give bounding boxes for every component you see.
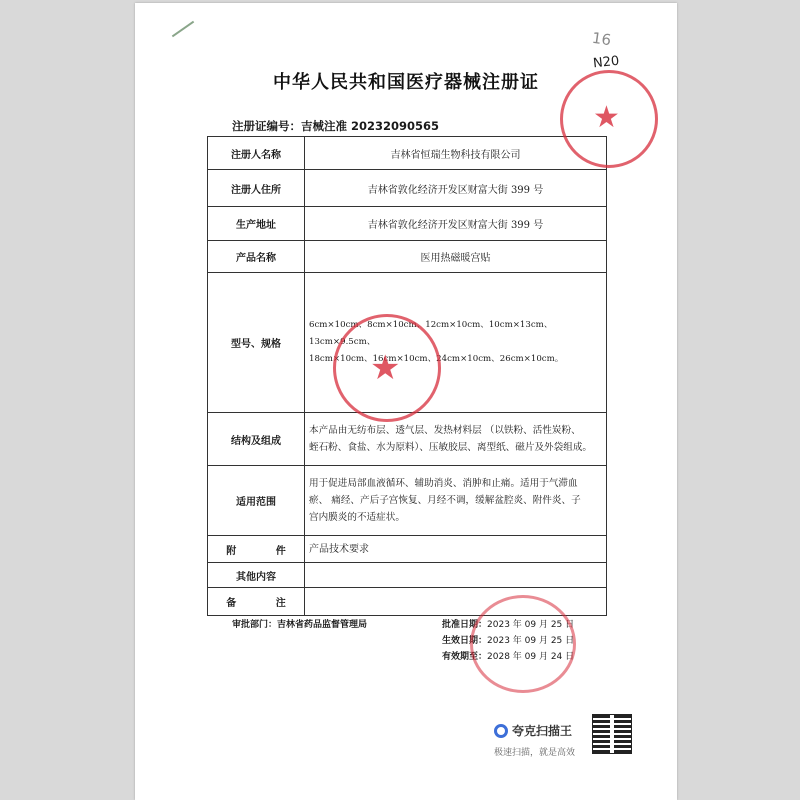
document-title: 中华人民共和国医疗器械注册证 [273, 72, 539, 93]
table-row [208, 588, 607, 616]
structure-line: 本产品由无纺布层、透气层、发热材料层 （以铁粉、活性炭粉、 [309, 425, 581, 436]
row-label: 生产地址 [208, 207, 305, 241]
other-content-value [305, 563, 607, 588]
table-row [208, 563, 607, 588]
table-row [208, 536, 607, 563]
effective-date-label: 生效日期： [442, 636, 488, 646]
qr-code-icon [592, 714, 632, 754]
row-label: 其他内容 [208, 563, 305, 588]
seal-star-icon: ★ [370, 348, 401, 388]
table-row [208, 466, 607, 536]
model-spec-line: 18cm×10cm、16cm×10cm、24cm×10cm、26cm×10cm。 [309, 354, 564, 364]
scanner-app-badge [494, 722, 572, 739]
table-row [208, 207, 607, 241]
scanner-app-name: 夸克扫描王 [512, 724, 573, 738]
registration-table [207, 136, 607, 616]
expiry-date [442, 649, 574, 662]
row-label [208, 536, 305, 563]
effective-date [442, 633, 574, 646]
approval-date-value: 2023 年 09 月 25 日 [487, 620, 575, 630]
intended-use-line: 瘀、 痛经、产后子宫恢复、月经不调，缓解盆腔炎、附件炎、子 [309, 495, 581, 506]
attachment-value: 产品技术要求 [305, 536, 607, 563]
model-spec-value [305, 273, 607, 413]
table-row [208, 241, 607, 273]
registrant-address-value: 吉林省敦化经济开发区财富大街 399 号 [305, 170, 607, 207]
registration-number-value: 吉械注准 20232090565 [301, 119, 440, 133]
model-spec-line: 6cm×10cm、8cm×10cm、12cm×10cm、10cm×13cm、13cm×9.5cm、 [309, 320, 553, 347]
registration-number [232, 118, 439, 134]
row-label: 产品名称 [208, 241, 305, 273]
product-name-value: 医用热磁暖宫贴 [305, 241, 607, 273]
page-number: 16 [590, 28, 613, 50]
expiry-date-label: 有效期至： [442, 652, 488, 662]
registration-number-label: 注册证编号： [232, 119, 301, 133]
approval-date [442, 617, 574, 630]
handwritten-mark: N20 [592, 53, 620, 72]
row-label: 型号、规格 [208, 273, 305, 413]
intended-use-line: 用于促进局部血液循环、辅助消炎、消肿和止痛。适用于气滞血 [309, 478, 578, 489]
scanner-app-slogan: 极速扫描，就是高效 [494, 748, 576, 758]
row-label: 适用范围 [208, 466, 305, 536]
intended-use-line: 宫内膜炎的不适症状。 [309, 512, 405, 523]
table-row [208, 170, 607, 207]
attachment-label: 附 件 [226, 545, 304, 557]
table-row [208, 137, 607, 170]
approval-date-label: 批准日期： [442, 620, 488, 630]
row-label: 注册人名称 [208, 137, 305, 170]
remarks-value [305, 588, 607, 616]
production-address-value: 吉林省敦化经济开发区财富大街 399 号 [305, 207, 607, 241]
approval-department: 审批部门：吉林省药品监督管理局 [232, 620, 368, 630]
intended-use-value [305, 466, 607, 536]
table-row [208, 413, 607, 466]
effective-date-value: 2023 年 09 月 25 日 [487, 636, 575, 646]
structure-value [305, 413, 607, 466]
registrant-name-value: 吉林省恒瑞生物科技有限公司 [305, 137, 607, 170]
expiry-date-value: 2028 年 09 月 24 日 [487, 652, 575, 662]
row-label [208, 588, 305, 616]
table-row [208, 273, 607, 413]
row-label: 注册人住所 [208, 170, 305, 207]
structure-line: 蛭石粉、食盐、水为原料）、压敏胶层、离型纸、磁片及外袋组成。 [309, 442, 593, 453]
scanner-logo-icon [494, 724, 508, 738]
remarks-label: 备 注 [226, 598, 304, 609]
row-label: 结构及组成 [208, 413, 305, 466]
seal-star-icon: ★ [593, 100, 620, 135]
